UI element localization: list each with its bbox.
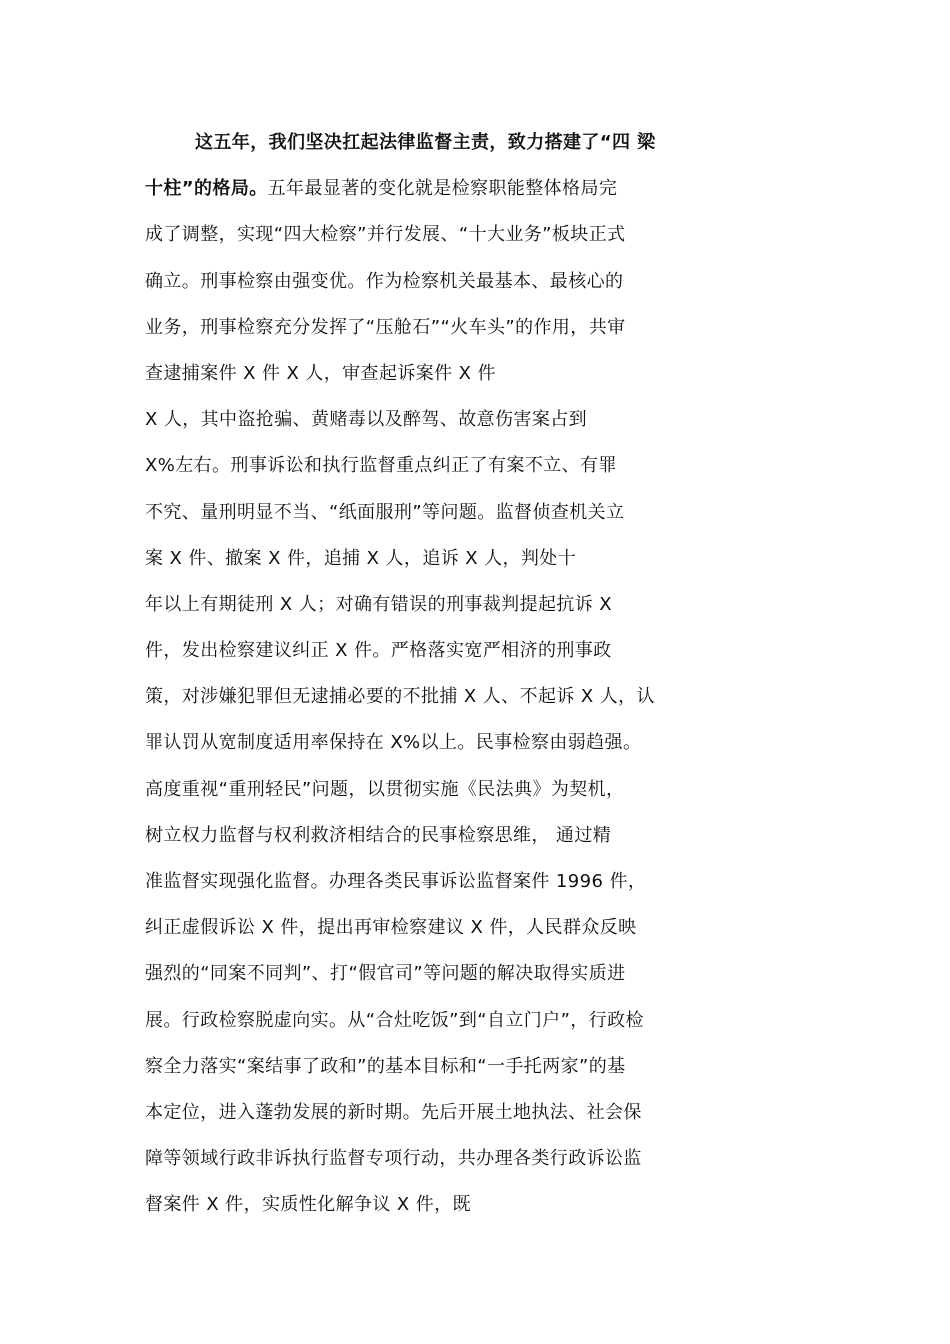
text-line bbox=[145, 120, 845, 166]
text-run: 纠正虚假诉讼 X 件，提出再审检察建议 X 件，人民群众反映 bbox=[145, 917, 637, 939]
text-line bbox=[145, 443, 845, 489]
text-line bbox=[145, 767, 845, 813]
text-run: 件，发出检察建议纠正 X 件。严格落实宽严相济的刑事政 bbox=[145, 640, 612, 662]
text-line bbox=[145, 259, 845, 305]
text-run: 本定位，进入蓬勃发展的新时期。先后开展土地执法、社会保 bbox=[145, 1101, 642, 1123]
text-line bbox=[145, 674, 845, 720]
text-run: 五年最显著的变化就是检察职能整体格局完 bbox=[267, 178, 618, 200]
text-line bbox=[145, 536, 845, 582]
bold-text: 十柱”的格局。 bbox=[145, 178, 268, 200]
text-run: X%左右。刑事诉讼和执行监督重点纠正了有案不立、有罪 bbox=[145, 455, 617, 477]
bold-text: 这五年，我们坚决扛起法律监督主责，致力搭建了“四 梁 bbox=[195, 132, 656, 153]
text-line bbox=[145, 212, 845, 258]
text-line bbox=[145, 813, 845, 859]
text-run: 查逮捕案件 X 件 X 人，审查起诉案件 X 件 bbox=[145, 362, 496, 384]
text-line bbox=[145, 351, 845, 397]
text-run: 树立权力监督与权利救济相结合的民事检察思维， 通过精 bbox=[145, 824, 612, 846]
text-run: 策，对涉嫌犯罪但无逮捕必要的不批捕 X 人、不起诉 X 人，认 bbox=[145, 686, 655, 708]
text-run: 案 X 件、撤案 X 件，追捕 X 人，追诉 X 人，判处十 bbox=[145, 547, 577, 569]
text-run: 罪认罚从宽制度适用率保持在 X%以上。民事检察由弱趋强。 bbox=[145, 732, 642, 754]
text-run: 成了调整，实现“四大检察”并行发展、“十大业务”板块正式 bbox=[145, 224, 626, 246]
body-paragraph bbox=[145, 120, 845, 1229]
text-run: 不究、量刑明显不当、“纸面服刑”等问题。监督侦查机关立 bbox=[145, 501, 625, 523]
text-line bbox=[145, 1044, 845, 1090]
text-line bbox=[145, 905, 845, 951]
text-line bbox=[145, 998, 845, 1044]
text-line bbox=[145, 1136, 845, 1182]
text-run: 准监督实现强化监督。办理各类民事诉讼监督案件 1996 件， bbox=[145, 871, 647, 892]
text-line bbox=[145, 582, 845, 628]
text-line bbox=[145, 951, 845, 997]
text-line bbox=[145, 490, 845, 536]
text-line bbox=[145, 1090, 845, 1136]
text-run: 强烈的“同案不同判”、打“假官司”等问题的解决取得实质进 bbox=[145, 963, 626, 985]
text-line bbox=[145, 859, 845, 905]
text-run: 年以上有期徒刑 X 人；对确有错误的刑事裁判提起抗诉 X bbox=[145, 593, 613, 615]
text-run: 督案件 X 件，实质性化解争议 X 件，既 bbox=[145, 1194, 471, 1216]
text-line bbox=[145, 397, 845, 443]
text-line bbox=[145, 1182, 845, 1228]
text-run: 察全力落实“案结事了政和”的基本目标和“一手托两家”的基 bbox=[145, 1055, 626, 1077]
text-run: X 人，其中盗抢骗、黄赌毒以及醉驾、故意伤害案占到 bbox=[145, 409, 588, 431]
text-line bbox=[145, 305, 845, 351]
text-line bbox=[145, 166, 845, 212]
text-run: 障等领域行政非诉执行监督专项行动，共办理各类行政诉讼监 bbox=[145, 1148, 642, 1170]
text-run: 业务，刑事检察充分发挥了“压舱石”“火车头”的作用，共审 bbox=[145, 316, 626, 338]
text-run: 高度重视“重刑轻民”问题，以贯彻实施《民法典》为契机， bbox=[145, 778, 625, 800]
text-line bbox=[145, 720, 845, 766]
text-run: 展。行政检察脱虚向实。从“合灶吃饭”到“自立门户”，行政检 bbox=[145, 1009, 644, 1031]
text-run: 确立。刑事检察由强变优。作为检察机关最基本、最核心的 bbox=[145, 270, 624, 292]
text-line bbox=[145, 628, 845, 674]
